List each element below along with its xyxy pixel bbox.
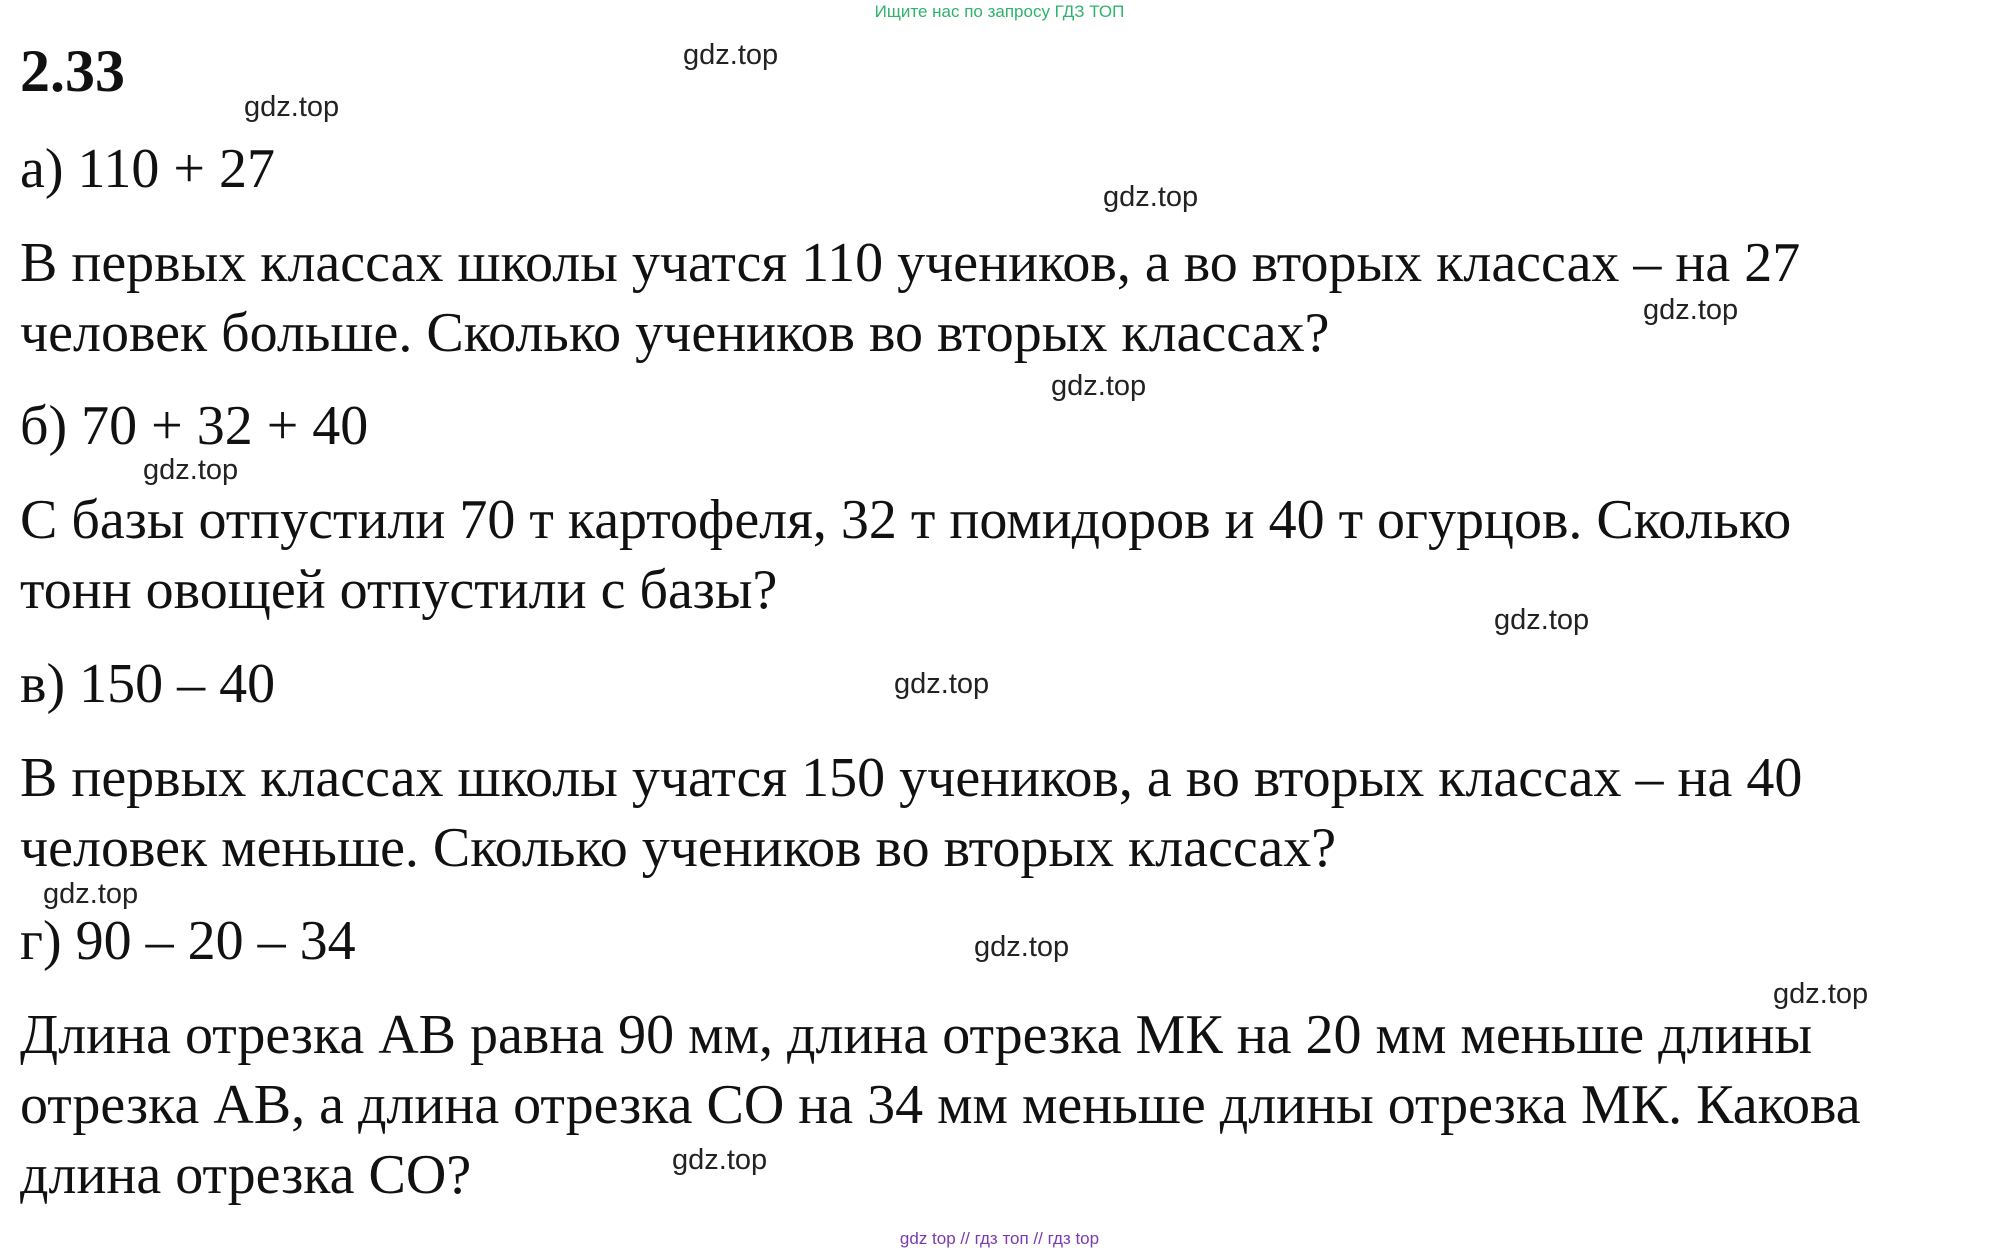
footer-links: gdz top // гдз топ // гдз top: [899, 1229, 1100, 1248]
expression-g: г) 90 – 20 – 34: [20, 910, 356, 972]
watermark: gdz.top: [1494, 604, 1590, 636]
task-number: 2.33: [20, 38, 125, 104]
watermark: gdz.top: [894, 668, 990, 700]
watermark: gdz.top: [244, 91, 340, 123]
watermark: gdz.top: [1643, 294, 1739, 326]
problem-a-text: [20, 228, 1800, 368]
problem-b-line-1: С базы отпустили 70 т картофеля, 32 т помидоров и 40 т огурцов. Сколько: [20, 489, 1792, 551]
watermark: gdz.top: [672, 1144, 768, 1176]
problem-v-text: [20, 743, 1802, 883]
problem-g-text: [20, 1000, 1861, 1210]
expression-b: б) 70 + 32 + 40: [20, 395, 369, 457]
problem-a-line-1: В первых классах школы учатся 110 учеников, а во вторых классах – на 27: [20, 232, 1801, 294]
expression-v: в) 150 – 40: [20, 653, 276, 715]
watermark: gdz.top: [974, 931, 1070, 963]
watermark: gdz.top: [1103, 181, 1199, 213]
problem-b-line-2: тонн овощей отпустили с базы?: [20, 559, 778, 621]
problem-v-line-1: В первых классах школы учатся 150 учеников, а во вторых классах – на 40: [20, 747, 1803, 809]
problem-a-line-2: человек больше. Сколько учеников во вторых классах?: [20, 302, 1330, 364]
problem-g-line-1: Длина отрезка АВ равна 90 мм, длина отрезка МК на 20 мм меньше длины: [20, 1004, 1813, 1066]
watermark: gdz.top: [683, 39, 779, 71]
top-banner: Ищите нас по запросу ГДЗ ТОП: [874, 2, 1125, 21]
problem-v-line-2: человек меньше. Сколько учеников во вторых классах?: [20, 817, 1337, 879]
watermark: gdz.top: [1773, 978, 1869, 1010]
problem-g-line-2: отрезка АВ, а длина отрезка СО на 34 мм меньше длины отрезка МК. Какова: [20, 1074, 1861, 1136]
problem-g-line-3: длина отрезка СО?: [20, 1144, 472, 1206]
watermark: gdz.top: [143, 454, 239, 486]
watermark: gdz.top: [1051, 370, 1147, 402]
expression-a: а) 110 + 27: [20, 138, 276, 200]
watermark: gdz.top: [43, 878, 139, 910]
